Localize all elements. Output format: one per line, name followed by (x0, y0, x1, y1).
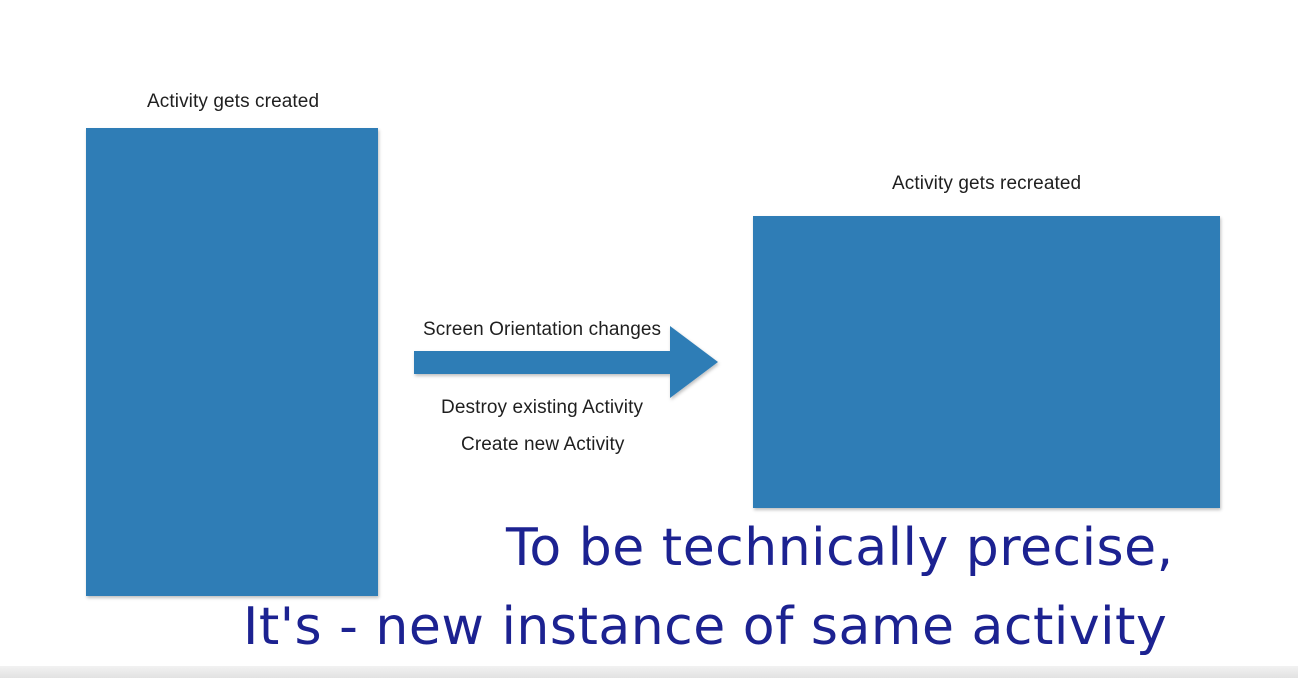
destroy-activity-label: Destroy existing Activity (441, 397, 644, 418)
landscape-activity-box (753, 216, 1220, 508)
screen-orientation-label: Screen Orientation changes (423, 319, 662, 340)
caption-line-1: To be technically precise, (506, 518, 1174, 578)
right-arrow-icon (412, 324, 722, 400)
create-activity-label: Create new Activity (461, 434, 625, 455)
activity-created-label: Activity gets created (147, 91, 320, 112)
bottom-bar (0, 666, 1298, 678)
activity-recreated-label: Activity gets recreated (892, 173, 1082, 194)
portrait-activity-box (86, 128, 378, 596)
caption-line-2: It's - new instance of same activity (243, 597, 1168, 657)
